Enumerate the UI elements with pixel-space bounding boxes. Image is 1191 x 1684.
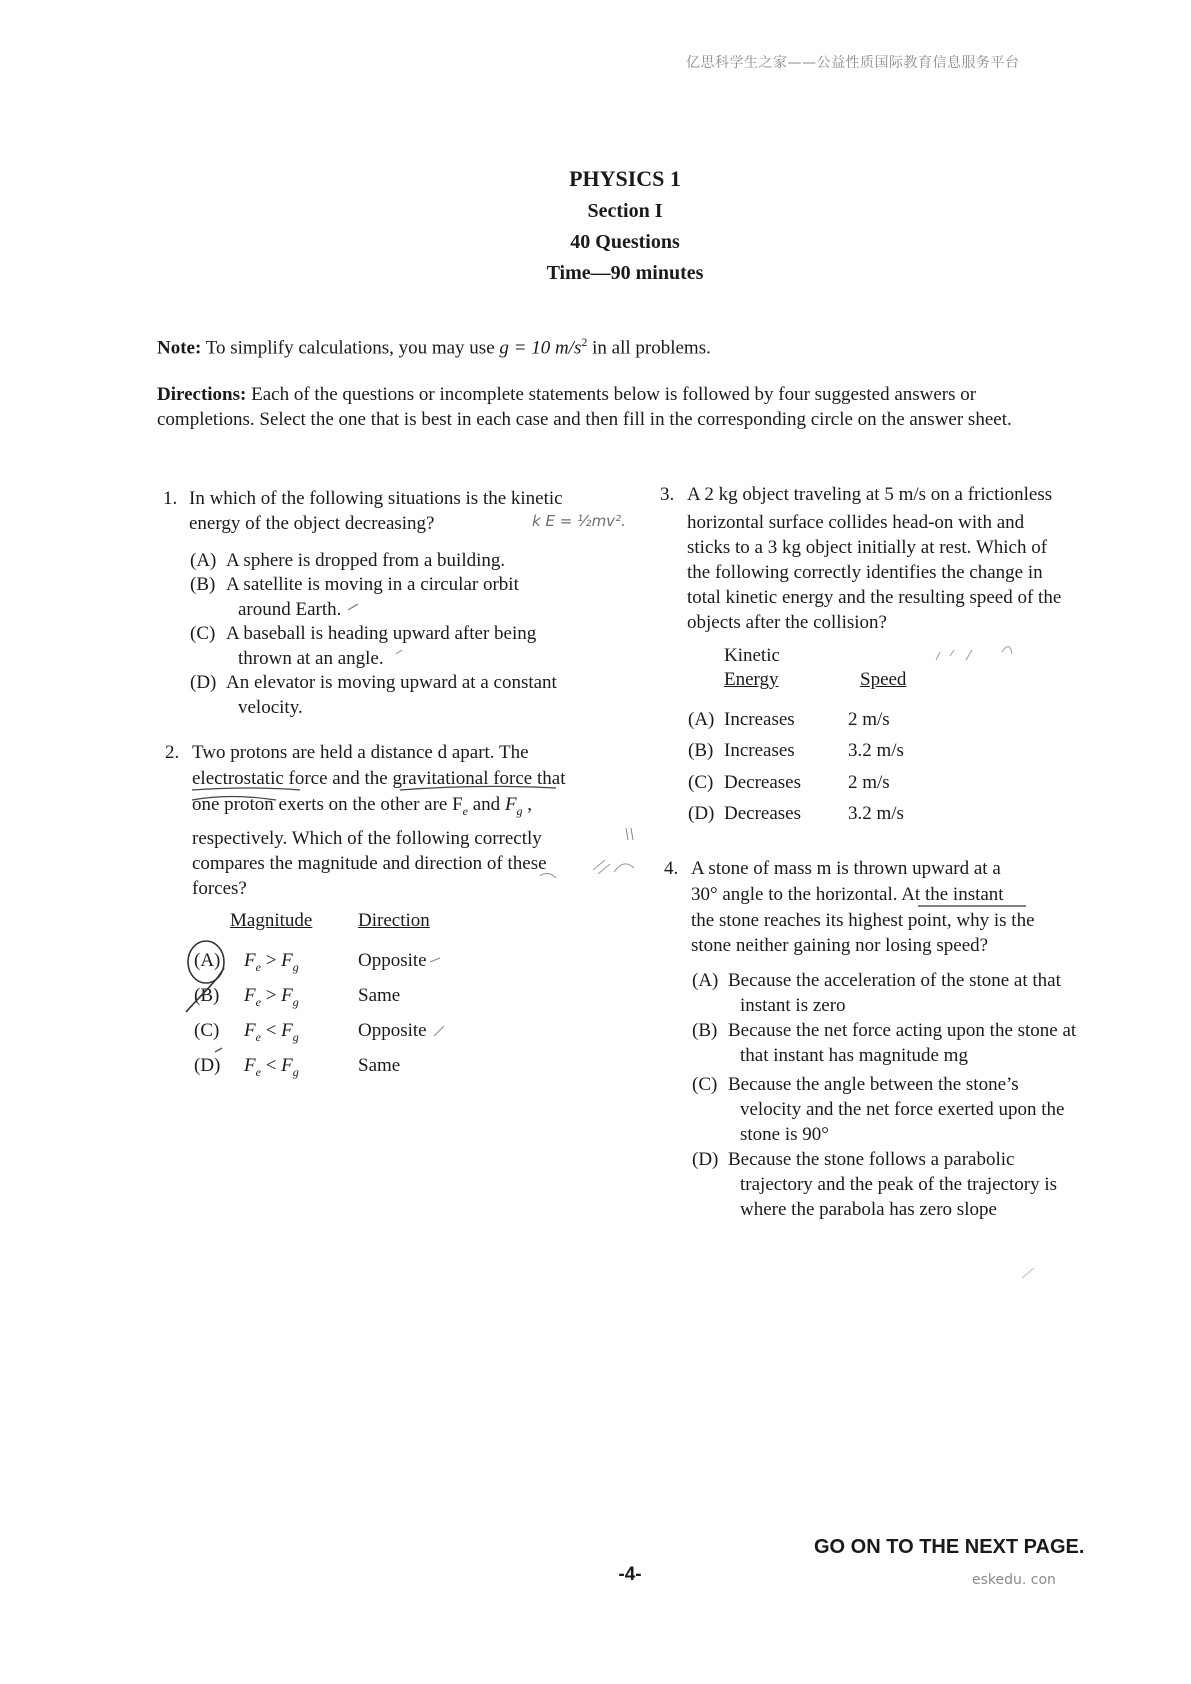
q1-stem-line2: energy of the object decreasing? bbox=[189, 513, 435, 534]
q3-stem-line4: the following correctly identifies the change in bbox=[687, 562, 1043, 583]
q4-option-c-line2: velocity and the net force exerted upon the bbox=[740, 1099, 1065, 1120]
q2-row-c-magnitude: $F_e < F_g$ bbox=[244, 1020, 299, 1044]
page-number: -4- bbox=[618, 1564, 642, 1585]
directions-line1: Each of the questions or incomplete statements below is followed by four suggested answers or bbox=[251, 384, 977, 405]
go-on-next-page: GO ON TO THE NEXT PAGE. bbox=[814, 1536, 1085, 1558]
q1-option-d-label: (D) bbox=[190, 672, 217, 693]
q4-option-b-label: (B) bbox=[692, 1020, 718, 1041]
q4-option-d-line2: trajectory and the peak of the trajectory is bbox=[740, 1174, 1058, 1195]
q3-row-b-energy: Increases bbox=[724, 740, 795, 761]
q2-row-b-magnitude: $F_e > F_g$ bbox=[244, 985, 299, 1009]
q2-stem-line4: respectively. Which of the following correctly bbox=[192, 828, 542, 849]
watermark-top: 亿思科学生之家——公益性质国际教育信息服务平台 bbox=[686, 55, 1020, 71]
q2-col-magnitude: Magnitude bbox=[230, 910, 313, 931]
q1-option-b-line1: A satellite is moving in a circular orbit bbox=[226, 574, 519, 595]
directions bbox=[157, 382, 1057, 432]
q1-option-c-line1: A baseball is heading upward after being bbox=[226, 623, 537, 644]
q2-stem-line3-text: one proton exerts on the other are F bbox=[192, 794, 463, 815]
q2-col-direction: Direction bbox=[358, 910, 430, 931]
q2-number: 2. bbox=[165, 742, 180, 763]
q3-row-a-energy: Increases bbox=[724, 709, 795, 730]
note-text-after: in all problems. bbox=[592, 337, 711, 359]
q4-option-a-line1: Because the acceleration of the stone at that bbox=[728, 970, 1061, 991]
q3-stem-line5: total kinetic energy and the resulting speed of the bbox=[687, 587, 1062, 608]
q3-stem-line3: sticks to a 3 kg object initially at rest. Which of bbox=[687, 537, 1048, 558]
note bbox=[157, 330, 711, 360]
q4-stem-line4: stone neither gaining nor losing speed? bbox=[691, 935, 989, 956]
q3-row-d-speed: 3.2 m/s bbox=[848, 803, 904, 824]
q1-stem-line1: In which of the following situations is the kinetic bbox=[189, 488, 563, 509]
q3-row-b-label: (B) bbox=[688, 740, 714, 761]
time-limit: Time—90 minutes bbox=[546, 262, 704, 284]
q1-number: 1. bbox=[163, 488, 178, 509]
q2-stem-line2: electrostatic force and the gravitational force that bbox=[192, 768, 566, 789]
q4-option-b-line1: Because the net force acting upon the stone at bbox=[728, 1020, 1077, 1041]
q1-option-c-line2: thrown at an angle. bbox=[238, 648, 384, 669]
q2-row-c-label: (C) bbox=[194, 1020, 220, 1041]
section-label: Section I bbox=[587, 200, 663, 222]
q1-option-c-label: (C) bbox=[190, 623, 216, 644]
q3-stem-line2: horizontal surface collides head-on with and bbox=[687, 512, 1025, 533]
q3-col-speed: Speed bbox=[860, 669, 907, 690]
q3-stem-line6: objects after the collision? bbox=[687, 612, 887, 633]
q4-option-c-label: (C) bbox=[692, 1074, 718, 1095]
q3-col-energy: Energy bbox=[724, 669, 779, 690]
q2-stem-line1: Two protons are held a distance d apart. The bbox=[192, 742, 529, 763]
q3-col-kinetic: Kinetic bbox=[724, 645, 780, 666]
handwritten-ke-note: k E = ½mv². bbox=[532, 512, 626, 530]
q2-row-d-magnitude: $F_e < F_g$ bbox=[244, 1055, 299, 1079]
q1-option-b-line2: around Earth. bbox=[238, 599, 342, 620]
q3-row-c-energy: Decreases bbox=[724, 772, 802, 793]
q4-stem-line3: the stone reaches its highest point, why is the bbox=[691, 910, 1035, 931]
q2-row-c-direction: Opposite bbox=[358, 1020, 427, 1041]
q1-option-a-label: (A) bbox=[190, 550, 217, 571]
q2-stem-line6: forces? bbox=[192, 878, 247, 899]
q4-stem-line1: A stone of mass m is thrown upward at a bbox=[691, 858, 1001, 879]
q1-option-d-line2: velocity. bbox=[238, 697, 303, 718]
q2-row-d-label: (D) bbox=[194, 1055, 221, 1076]
q3-row-b-speed: 3.2 m/s bbox=[848, 740, 904, 761]
q2-row-a-direction: Opposite bbox=[358, 950, 427, 971]
q4-option-b-line2: that instant has magnitude mg bbox=[740, 1045, 968, 1066]
q1-option-b-label: (B) bbox=[190, 574, 216, 595]
q2-row-d-direction: Same bbox=[358, 1055, 401, 1076]
watermark-bottom: eskedu. con bbox=[972, 1572, 1056, 1588]
q3-stem-line1: A 2 kg object traveling at 5 m/s on a frictionless bbox=[687, 484, 1053, 505]
q4-option-c-line3: stone is 90° bbox=[740, 1124, 829, 1145]
q4-number: 4. bbox=[664, 858, 679, 879]
q3-number: 3. bbox=[660, 484, 675, 505]
q3-row-c-label: (C) bbox=[688, 772, 714, 793]
question-count: 40 Questions bbox=[570, 231, 680, 253]
q4-option-a-label: (A) bbox=[692, 970, 719, 991]
q2-row-a-magnitude: $F_e > F_g$ bbox=[244, 950, 299, 974]
q4-option-c-line1: Because the angle between the stone’s bbox=[728, 1074, 1019, 1095]
q2-row-a-label: (A) bbox=[194, 950, 221, 971]
directions-label: Directions: bbox=[157, 384, 247, 405]
q1-option-d-line1: An elevator is moving upward at a constant bbox=[226, 672, 557, 693]
q3-row-c-speed: 2 m/s bbox=[848, 772, 890, 793]
q3-row-d-label: (D) bbox=[688, 803, 715, 824]
q4-stem-line2: 30° angle to the horizontal. At the instant bbox=[691, 884, 1004, 905]
note-exp: 2 bbox=[581, 335, 588, 349]
q4-option-a-line2: instant is zero bbox=[740, 995, 846, 1016]
q4-option-d-line3: where the parabola has zero slope bbox=[740, 1199, 997, 1220]
note-label: Note: bbox=[157, 337, 202, 359]
q3-row-d-energy: Decreases bbox=[724, 803, 802, 824]
q3-row-a-label: (A) bbox=[688, 709, 715, 730]
q3-row-a-speed: 2 m/s bbox=[848, 709, 890, 730]
q2-stem-line5: compares the magnitude and direction of these bbox=[192, 853, 547, 874]
note-formula: g = 10 m/s bbox=[499, 337, 582, 359]
note-text-before: To simplify calculations, you may use bbox=[205, 337, 495, 359]
q2-stem-line3: one proton exerts on the other are $F_e$ and $F_g$ , bbox=[192, 794, 533, 818]
q1-option-a: A sphere is dropped from a building. bbox=[226, 550, 506, 571]
q2-row-b-direction: Same bbox=[358, 985, 401, 1006]
q4-option-d-line1: Because the stone follows a parabolic bbox=[728, 1149, 1015, 1170]
page-title: PHYSICS 1 bbox=[569, 166, 681, 191]
q4-option-d-label: (D) bbox=[692, 1149, 719, 1170]
q2-row-b-label: (B) bbox=[194, 985, 220, 1006]
directions-line2: completions. Select the one that is best in each case and then fill in the corresponding circle on the answer sheet. bbox=[157, 409, 1012, 430]
